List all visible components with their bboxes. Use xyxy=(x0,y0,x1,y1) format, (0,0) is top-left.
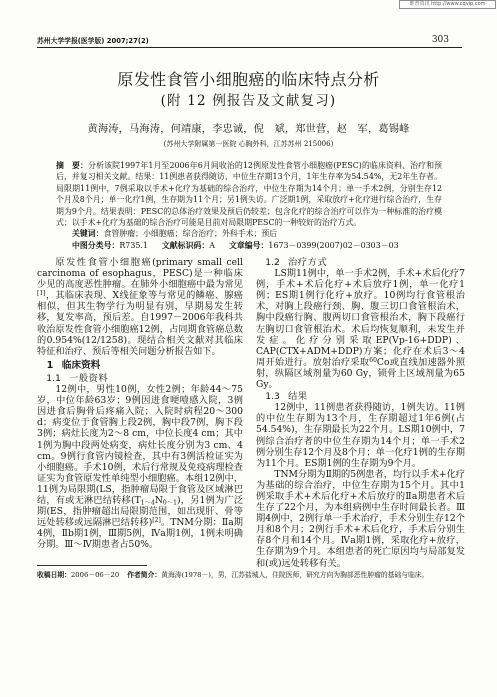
classification-line xyxy=(56,240,442,251)
watermark-text: 维普资讯 http://www.cqvip.com xyxy=(409,1,486,7)
paragraph-text: )，另1例为广泛期(ES，指肿瘤超出局限期范围，如出现肝、骨等远处转移或远隔淋巴结转移) xyxy=(37,494,244,529)
article-subtitle: (附 12 例报告及文献复习) xyxy=(160,93,337,109)
body-column-right xyxy=(256,257,466,569)
body-column-left xyxy=(37,257,243,561)
footnote xyxy=(37,571,462,591)
article-number-label: 文章编号： xyxy=(228,240,269,250)
doc-code-label: 文献标识码： xyxy=(161,240,210,250)
section-heading xyxy=(37,360,243,371)
subsection-number: 1.1 xyxy=(46,372,61,384)
clc-code: R735.1 xyxy=(119,240,148,250)
abstract-text: 分析该院1997年1月至2006年6月间收治的12例原发性食管小细胞癌(PESC)的临床资料、治疗和预后，并复习相关文献。结果：11例患者获得随访，中位生存期13个月，1年生存率为54.54%，无2年生存者。局限期11例中，7例采取以手术+化疗为基础的综合治疗，中位生存期为14个月；单一手术2例，分别生存12个月及8个月；单一化疗1例，生存期为11个月；另1例失访。广泛期1例，采取放疗+化疗进行综合治疗，生存期为9个月。结果表明：PESC的总体治疗效果及预后仍较差；包含化疗的综合治疗可以作为一种标准的治疗模式；以手术+化疗为基础的综合治疗可能是目前对局限期PESC的一种较好的治疗方式。 xyxy=(56,161,442,228)
general-data-paragraph xyxy=(37,384,243,550)
isotope-superscript: 60 xyxy=(369,356,377,364)
paragraph-text: 12例中，男性10例，女性2例；年龄44～75岁，中位年龄63岁；9例因进食哽噎感入院，3例因进食后胸骨后疼痛入院；入院时病程20～300 d；病变位于食管胸上段2例，胸中段7例，胸下段3例；病灶长度为2～8 cm，中位长度4 cm；其中1例为胸中段两处病变，病灶长度分别为3 cm、4 cm。9例行食管内镜检查，其中有3例活检证实为小细胞癌。手术10例，术后行常规及免疫病理检查证实为食管原发性单纯型小细胞癌。本组12例中，11例为局限期(LS，指肿瘤局限于食管及区域淋巴结，有或无淋巴结转移(T xyxy=(37,384,243,506)
keywords-text: 食管肿瘤；小细胞癌；综合治疗；外科手术；预后 xyxy=(103,229,278,239)
article-title: 原发性食管小细胞癌的临床特点分析 xyxy=(117,70,380,89)
treatment-paragraph xyxy=(256,268,465,390)
subsection-heading xyxy=(37,373,243,384)
journal-citation: 苏州大学学报(医学版) 2007;27(2) xyxy=(37,37,149,45)
paragraph-text: 。TNM分期：Ⅱa期4例，Ⅱb期1例，Ⅲ期5例，Ⅳa期1例，1例未明确分期。Ⅲ～Ⅳ期患者占50%。 xyxy=(37,517,243,551)
subsection-heading xyxy=(256,391,465,402)
intro-text: ，其临床表现、X线征象等与常见的鳞癌、腺癌相似，但其生物学行为明显有别，早期易发生转移，复发率高，预后差。自1997－2006年我科共收治原发性食管小细胞癌12例，占同期食管癌总数的0.954%(12/1258)。现结合相关文献对其临床特征和治疗、预后等相关问题分析报告如下。 xyxy=(37,290,243,357)
paragraph-text: N xyxy=(154,494,163,506)
section-title: 临床资料 xyxy=(61,359,101,371)
clc-label: 中图分类号： xyxy=(72,240,120,250)
received-label: 收稿日期： xyxy=(37,571,71,579)
doc-code: A xyxy=(209,240,215,250)
subsection-heading xyxy=(256,257,465,268)
citation-ref: [1] xyxy=(37,290,46,298)
watermark-stamp xyxy=(399,0,496,9)
paragraph-text: LS期11例中，单一手术2例，手术+术后化疗7例，手术+术后化疗+术后放疗1例，单一化疗1例；ES期1例行化疗+放疗。10例均行食管根治术，对胸上段癌行颈、胸、腹三切口食管根治术，胸中段癌行胸、腹两切口食管根治术，胸下段癌行左胸切口食管根治术。术后均恢复顺利，未发生并发症。化疗分别采取EP(Vp-16+DDP)、CAP(CTX+ADM+DDP)方案；化疗在术后3～4周开始进行。放射治疗采取 xyxy=(256,268,465,368)
author-list: 黄海涛，马海涛，何靖康，李忠诚，倪 斌，郑世营，赵 军，葛锡峰 xyxy=(87,124,410,135)
stage-subscript: 1～4 xyxy=(140,499,155,507)
running-head xyxy=(37,35,449,46)
article-number: 1673－0399(2007)02－0303－03 xyxy=(268,240,399,250)
intro-paragraph xyxy=(37,257,243,357)
stage-subscript: 0～1 xyxy=(162,499,177,507)
paragraph-text: Co或直线加速器外照射，纵隔区域剂量为60 Gy，锁骨上区域剂量为65 Gy。 xyxy=(256,356,466,391)
footnote-rule xyxy=(37,565,147,566)
abstract-label: 摘 要： xyxy=(56,161,89,170)
subsection-title: 治疗方式 xyxy=(288,257,328,268)
page-number: 303 xyxy=(431,35,449,45)
section-number: 1 xyxy=(46,359,54,371)
abstract-block xyxy=(56,160,442,254)
keywords-line xyxy=(56,228,442,239)
citation-ref: [2] xyxy=(152,517,161,525)
author-affiliation: (苏州大学附属第一医院 心胸外科，江苏苏州 215006) xyxy=(163,140,334,148)
subsection-title: 结果 xyxy=(288,391,308,403)
keywords-label: 关键词： xyxy=(72,229,104,239)
author-bio: 黄海涛(1978－)，男，江苏盐城人，住院医师，研究方向为胸部恶性肿瘤的基础与临床。 xyxy=(161,571,429,579)
intro-text: 原发性食管小细胞癌(primary small cell carcinoma of esophagus，PESC)是一种临床少见的高度恶性肿瘤。在肺外小细胞癌中最为常见 xyxy=(37,257,243,291)
results-paragraph: 12例中，11例患者获得随访，1例失访。11例的中位生存期为13个月，生存期超过1年6例(占54.54%)，生存期最长为22个月。LS期10例中，7例综合治疗者的中位生存期为14个月；单一手术2例分别生存12个月及8个月；单一化疗1例的生存期为11个月。ES期1例的生存期为9个月。 xyxy=(256,402,465,469)
abstract xyxy=(56,160,442,228)
received-date: 2006－06－20 xyxy=(70,571,120,579)
results-paragraph: TNM分期为Ⅱ期的5例患者，均行以手术+化疗为基础的综合治疗，中位生存期为15个月。其中1例采取手术+术后化疗+术后放疗的Ⅱa期患者术后生存了22个月，为本组病例中生存时间最长者。Ⅲ期4例中，2例行单一手术治疗，手术分别生存12个月和8个月；2例行手术+术后化疗，手术后分别生存8个月和14个月。Ⅳa期1例，采取化疗+放疗，生存期为9个月。本组患者的死亡原因均与局部复发和(或)远处转移有关。 xyxy=(256,468,465,569)
subsection-title: 一般资料 xyxy=(69,372,109,384)
subsection-number: 1.2 xyxy=(265,257,280,268)
author-bio-label: 作者简介： xyxy=(127,571,162,579)
header-rule xyxy=(37,47,462,48)
subsection-number: 1.3 xyxy=(265,391,280,403)
